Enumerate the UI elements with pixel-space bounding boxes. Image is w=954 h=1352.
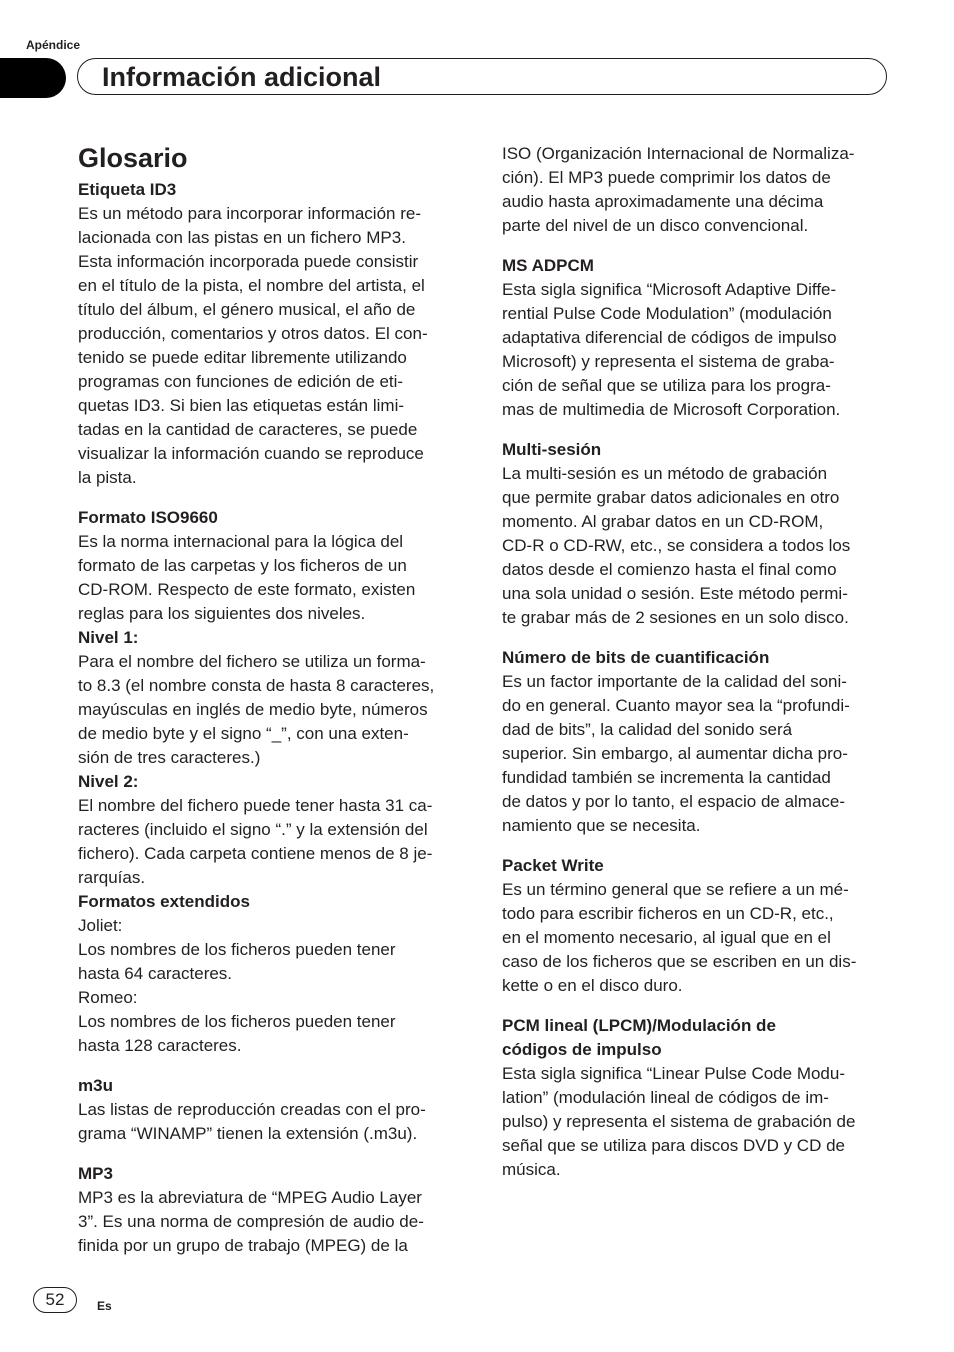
term-heading: Formato ISO9660 [78,508,218,527]
term-definition: Es un método para incorporar información re- lacionada con las pistas en un fichero MP3. Esta información incorporada puede consistir en el título de la pista, el nombre del artista, el título del álbum, el género musical, el año de producción, comentarios y otros datos. El con- tenido se puede editar libremente utilizando programas con funciones de edición de eti- quetas ID3. Si bien las etiquetas están limi- tadas en la cantidad de caracteres, se puede visualizar la información cuando se reproduce la pista. [78,204,428,487]
term-definition: Las listas de reproducción creadas con el pro- grama “WINAMP” tienen la extensión (.m3u). [78,1100,426,1143]
subheading-nivel-1: Nivel 1: [78,628,139,647]
term-heading: MS ADPCM [502,256,594,275]
section-tab-marker [0,58,66,98]
page-number: 52 [33,1287,77,1313]
term-definition: Esta sigla significa “Linear Pulse Code Modu- lation” (modulación lineal de códigos de im- pulso) y representa el sistema de grabación de señal que se utiliza para discos DVD y CD de música. [502,1064,856,1179]
language-code: Es [97,1299,112,1313]
nivel-1-text: Para el nombre del fichero se utiliza un forma- to 8.3 (el nombre consta de hasta 8 caracteres, mayúsculas en inglés de medio byte, números de medio byte y el signo “_”, con una exten- sión de tres caracteres.) [78,652,435,767]
term-definition: Es un término general que se refiere a un mé- todo para escribir ficheros en un CD-R, etc., en el momento necesario, al igual que en el caso de los ficheros que se escriben en un dis- kette o en el disco duro. [502,880,857,995]
right-column [502,142,892,1198]
chapter-header [77,58,887,95]
term-heading: Packet Write [502,856,604,875]
chapter-title: Información adicional [102,62,382,92]
term-heading: Etiqueta ID3 [78,180,177,199]
term-definition: Es un factor importante de la calidad del soni- do en general. Cuanto mayor sea la “profundi- dad de bits”, la calidad del sonido será superior. Sin embargo, al aumentar dicha pro- fundidad también se incrementa la cantidad de datos y por lo tanto, el espacio de almace- namiento que se necesita. [502,672,850,835]
glossary-entry-mp3-continued [502,142,892,238]
subheading-nivel-2: Nivel 2: [78,772,139,791]
term-heading: Número de bits de cuantificación [502,648,770,667]
term-definition: ISO (Organización Internacional de Normaliza- ción). El MP3 puede comprimir los datos de audio hasta aproximadamente una décima parte del nivel de un disco convencional. [502,144,855,235]
term-definition: MP3 es la abreviatura de “MPEG Audio Layer 3”. Es una norma de compresión de audio de- finida por un grupo de trabajo (MPEG) de la [78,1188,424,1255]
glossary-entry-pcm [502,1014,892,1182]
glossary-entry-id3 [78,178,466,490]
subheading-formatos-extendidos: Formatos extendidos [78,892,250,911]
glossary-entry-mp3 [78,1162,466,1258]
term-definition: Es la norma internacional para la lógica del formato de las carpetas y los ficheros de un CD-ROM. Respecto de este formato, existen reglas para los siguientes dos niveles. [78,532,416,623]
left-column [78,142,466,1274]
glossary-entry-multi-sesion [502,438,892,630]
term-heading: m3u [78,1076,113,1095]
term-heading: Multi-sesión [502,440,602,459]
glossary-entry-m3u [78,1074,466,1146]
nivel-2-text: El nombre del fichero puede tener hasta 31 ca- racteres (incluido el signo “.” y la extensión del fichero). Cada carpeta contiene menos de 8 je- rarquías. [78,796,433,887]
term-definition: Esta sigla significa “Microsoft Adaptive Diffe- rential Pulse Code Modulation” (modulación adaptativa diferencial de códigos de impulso Microsoft) y representa el sistema de graba- ción de señal que se utiliza para los progra- mas de multimedia de Microsoft Corporation. [502,280,841,419]
term-heading: MP3 [78,1164,113,1183]
term-definition: La multi-sesión es un método de grabación que permite grabar datos adicionales en otro momento. Al grabar datos en un CD-ROM, CD-R o CD-RW, etc., se considera a todos los datos desde el comienzo hasta el final como una sola unidad o sesión. Este método permi- te grabar más de 2 sesiones en un solo disco. [502,464,851,627]
glossary-entry-packet-write [502,854,892,998]
term-heading: PCM lineal (LPCM)/Modulación de códigos de impulso [502,1016,776,1059]
page-title: Glosario [78,143,188,173]
formatos-extendidos-text: Joliet: Los nombres de los ficheros pueden tener hasta 64 caracteres. Romeo: Los nombres de los ficheros pueden tener hasta 128 caracteres. [78,916,396,1055]
glossary-entry-iso9660 [78,506,466,1058]
section-label: Apéndice [26,38,81,52]
glossary-entry-bits [502,646,892,838]
glossary-entry-ms-adpcm [502,254,892,422]
